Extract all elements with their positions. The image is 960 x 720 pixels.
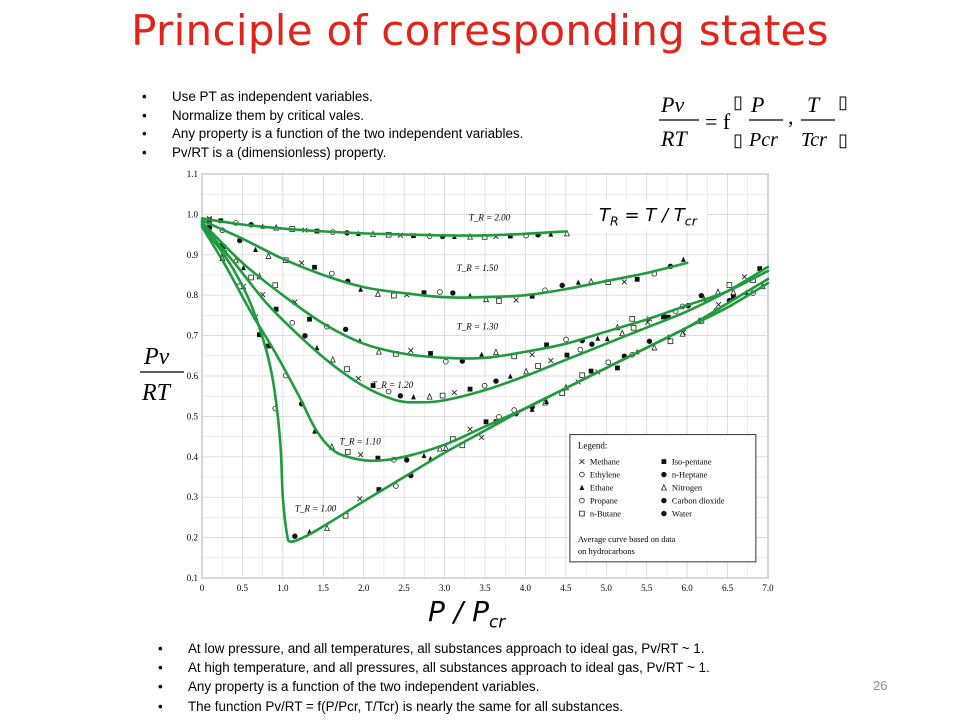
eq-lhs-num: Pv: [661, 92, 685, 117]
x-axis-label: P / $P_{cr}$: [428, 595, 506, 632]
y-tick-label: 1.1: [186, 169, 198, 179]
data-marker: [290, 320, 295, 325]
eq-missing-glyph-1: ▯: [733, 92, 743, 112]
data-marker: [580, 498, 585, 503]
eq-lhs-den: RT: [661, 126, 687, 151]
data-marker: [727, 283, 732, 288]
x-tick-label: 1.0: [277, 583, 289, 593]
data-marker: [307, 317, 312, 322]
x-tick-label: 1.5: [317, 583, 329, 593]
x-tick-label: 5.0: [600, 583, 612, 593]
bottom-bullet-1: • At low pressure, and all temperatures, all substances approach to ideal gas, Pv/RT ~ 1.: [158, 639, 710, 658]
data-marker: [343, 327, 348, 332]
legend-entry: Ethane: [589, 482, 614, 493]
data-marker: [345, 450, 350, 455]
x-tick-label: 5.5: [641, 583, 653, 593]
x-tick-label: 4.5: [560, 583, 572, 593]
data-marker: [345, 367, 350, 372]
top-bullet-2: • Normalize them by critical vales.: [142, 107, 523, 126]
x-tick-label: 4.0: [519, 583, 532, 593]
data-marker: [647, 339, 652, 344]
data-marker: [578, 347, 583, 352]
top-bullet-1: • Use PT as independent variables.: [142, 88, 523, 107]
x-tick-label: 3.0: [438, 583, 451, 593]
legend-entry: Nitrogen: [671, 482, 703, 493]
data-marker: [438, 290, 443, 295]
x-tick-label: 7.0: [762, 583, 774, 593]
data-marker: [564, 337, 569, 342]
legend-entry: n-Heptane: [671, 469, 708, 480]
x-tick-label: 0.5: [236, 583, 249, 593]
data-marker: [493, 378, 498, 383]
y-tick-label: 0.2: [186, 532, 198, 543]
data-marker: [292, 533, 297, 538]
legend-title: Legend:: [577, 440, 608, 451]
legend-note-line-2: on hydrocarbons: [577, 545, 635, 556]
data-marker: [249, 275, 254, 280]
legend-entry: Propane: [589, 495, 618, 506]
state-equation: [655, 84, 855, 164]
data-marker: [615, 366, 620, 371]
x-tick-label: 6.0: [681, 583, 693, 593]
data-marker: [497, 299, 502, 304]
eq-missing-glyph-2: ▯: [733, 130, 743, 150]
eq-missing-glyph-4: ▯: [838, 130, 848, 150]
legend-entry: n-Butane: [589, 508, 622, 519]
tr-definition: $T_R = T / T_{cr}$: [593, 201, 707, 231]
legend-entry: Carbon dioxide: [671, 495, 725, 506]
data-marker: [661, 511, 666, 516]
data-marker: [606, 360, 611, 365]
slide-number: 26: [873, 678, 888, 693]
data-marker: [662, 459, 667, 464]
data-marker: [440, 393, 445, 398]
eq-arg1-num: P: [751, 92, 765, 117]
y-tick-label: 0.4: [186, 451, 198, 462]
data-marker: [312, 265, 317, 270]
top-bullet-4: • Pv/RT is a (dimensionless) property.: [142, 144, 523, 163]
legend-entry: Iso-pentane: [671, 456, 712, 467]
eq-equals-f: = f: [705, 109, 731, 134]
data-marker: [580, 373, 585, 378]
curve-label: T_R = 1.10: [339, 436, 381, 447]
data-marker: [589, 369, 594, 374]
data-marker: [635, 277, 640, 282]
data-marker: [391, 293, 396, 298]
eq-missing-glyph-3: ▯: [838, 92, 848, 112]
eq-arg2-num: T: [807, 92, 820, 117]
x-tick-label: 0: [199, 583, 205, 593]
curve-label: T_R = 1.00: [294, 503, 337, 514]
curve-label: T_R = 2.00: [468, 212, 511, 223]
bottom-bullet-list: [158, 639, 710, 716]
y-tick-label: 0.7: [186, 330, 198, 341]
eq-arg1-den: Pcr: [749, 129, 778, 151]
data-marker: [450, 290, 455, 295]
y-tick-label: 0.1: [186, 573, 198, 583]
data-marker: [484, 419, 489, 424]
bottom-bullet-2: • At high temperature, and all pressures, all substances approach to ideal gas, Pv/RT ~ 1.: [158, 658, 710, 677]
y-tick-label: 0.3: [186, 492, 198, 503]
data-marker: [668, 339, 673, 344]
data-marker: [468, 387, 473, 392]
data-marker: [630, 316, 635, 321]
bottom-bullet-3: • Any property is a function of the two independent variables.: [158, 677, 710, 696]
data-marker: [428, 351, 433, 356]
data-marker: [404, 457, 409, 462]
x-tick-label: 2.0: [358, 583, 370, 593]
top-bullet-3: • Any property is a function of the two independent variables.: [142, 125, 523, 144]
data-marker: [661, 472, 666, 477]
y-tick-label: 0.8: [186, 290, 198, 301]
data-marker: [580, 511, 585, 516]
data-marker: [559, 283, 564, 288]
y-tick-label: 1.0: [186, 209, 198, 220]
curve-label: T_R = 1.30: [456, 321, 499, 332]
data-marker: [565, 353, 570, 358]
slide-title: Principle of corresponding states: [131, 6, 829, 55]
data-marker: [631, 325, 636, 330]
x-tick-label: 6.5: [721, 583, 734, 593]
data-marker: [536, 364, 541, 369]
eq-arg2-den: Tcr: [801, 129, 827, 151]
svg-text:,: ,: [788, 104, 794, 129]
data-marker: [482, 383, 487, 388]
curve-label: T_R = 1.20: [371, 380, 414, 391]
y-tick-label: 0.6: [186, 371, 198, 381]
bottom-bullet-4: • The function Pv/RT = f(P/Pcr, T/Tcr) is nearly the same for all substances.: [158, 697, 710, 716]
legend-entry: Water: [671, 508, 692, 519]
y-label-den: RT: [142, 380, 171, 406]
data-marker: [443, 359, 448, 364]
y-label-num: Pv: [144, 344, 170, 370]
legend-note-line-1: Average curve based on data: [577, 533, 676, 544]
data-marker: [661, 498, 666, 503]
data-marker: [398, 393, 403, 398]
data-marker: [580, 472, 585, 477]
top-bullet-list: [142, 88, 523, 162]
curve-label: T_R = 1.50: [456, 262, 499, 273]
x-tick-label: 2.5: [398, 583, 410, 593]
x-tick-label: 3.5: [479, 583, 491, 593]
data-marker: [329, 271, 334, 276]
y-tick-label: 0.9: [186, 249, 198, 260]
y-tick-label: 0.5: [186, 411, 198, 422]
data-marker: [699, 293, 704, 298]
legend-entry: Methane: [589, 456, 620, 467]
legend-entry: Ethylene: [589, 469, 621, 480]
data-marker: [589, 341, 594, 346]
